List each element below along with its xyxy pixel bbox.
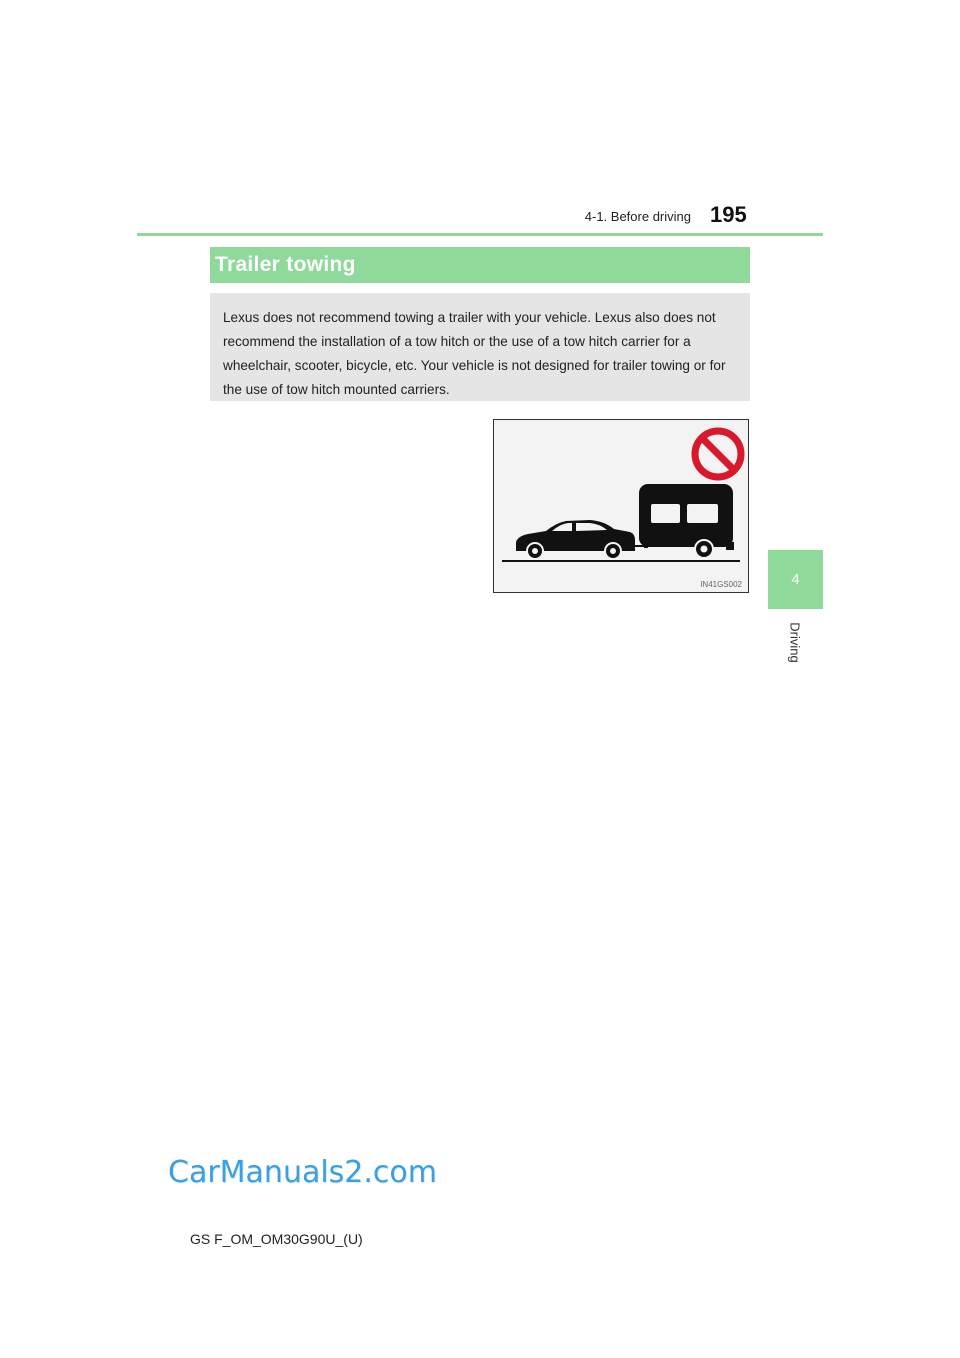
watermark-logo: CarManuals2.com	[168, 1155, 438, 1190]
car-icon	[516, 520, 635, 559]
page-number: 195	[710, 202, 747, 227]
chapter-label-text: Driving	[788, 621, 803, 663]
trailer-icon	[639, 484, 734, 558]
trailer-prohibited-illustration	[493, 419, 749, 593]
section-heading: Trailer towing	[210, 247, 750, 283]
chapter-tab-label	[768, 612, 823, 672]
header-rule	[137, 233, 823, 236]
illustration-svg	[494, 420, 748, 592]
illustration-code: IN41GS002	[700, 580, 742, 589]
prohibited-icon	[695, 431, 741, 477]
footer-code: GS F_OM_OM30G90U_(U)	[190, 1231, 363, 1247]
chapter-tab[interactable]: 4	[768, 550, 823, 609]
intro-box: Lexus does not recommend towing a trailer with your vehicle. Lexus also does not recommend the installation of a tow hitch or the use of a tow hitch carrier for a wheelchair, scooter, bicycle, etc. Your vehicle is not designed for trailer towing or for the use of tow hitch mounted carriers.	[210, 293, 750, 401]
header-section-title: 4-1. Before driving	[584, 209, 691, 224]
